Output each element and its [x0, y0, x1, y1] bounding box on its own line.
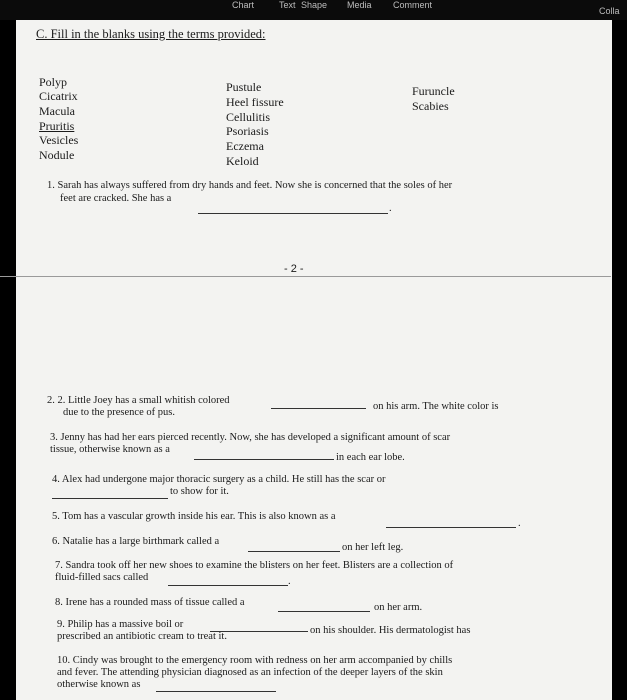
question-6-line-1: 6. Natalie has a large birthmark called a	[52, 536, 220, 547]
term-heel-fissure: Heel fissure	[226, 95, 284, 109]
question-9-line-1: 9. Philip has a massive boil or	[57, 619, 184, 630]
term-nodule: Nodule	[39, 148, 75, 162]
question-4-line-2: to show for it.	[170, 486, 229, 497]
answer-blank-7[interactable]	[168, 585, 288, 586]
app-toolbar	[0, 0, 627, 20]
toolbar-text[interactable]: Text	[279, 0, 296, 10]
term-cellulitis: Cellulitis	[226, 110, 271, 124]
term-scabies: Scabies	[412, 99, 449, 113]
question-9-line-2: prescribed an antibiotic cream to treat it.	[57, 631, 227, 642]
term-polyp: Polyp	[39, 75, 68, 89]
toolbar-collaborate[interactable]: Colla	[599, 6, 620, 16]
toolbar-media[interactable]: Media	[347, 0, 372, 10]
term-keloid: Keloid	[226, 154, 259, 168]
answer-blank-2[interactable]	[271, 408, 366, 409]
toolbar-comment[interactable]: Comment	[393, 0, 433, 10]
question-10-line-1: 10. Cindy was brought to the emergency room with redness on her arm accompanied by chills	[57, 655, 453, 666]
answer-blank-10[interactable]	[156, 691, 276, 692]
question-7-period: .	[288, 576, 291, 587]
question-5-line-1: 5. Tom has a vascular growth inside his ear. This is also known as a	[52, 511, 336, 522]
answer-blank-8[interactable]	[278, 611, 370, 612]
question-7-line-2: fluid-filled sacs called	[55, 572, 149, 583]
question-9-line-1b: on his shoulder. His dermatologist has	[310, 625, 471, 636]
answer-blank-1[interactable]	[198, 213, 388, 214]
answer-blank-6[interactable]	[248, 551, 340, 552]
question-8-line-1b: on her arm.	[374, 602, 423, 613]
question-1-period: .	[389, 203, 392, 214]
question-5-period: .	[518, 518, 521, 529]
question-2-line-1: 2. 2. Little Joey has a small whitish colored	[47, 395, 230, 406]
question-10-line-3: otherwise known as	[57, 679, 141, 690]
answer-blank-3[interactable]	[194, 459, 334, 460]
question-8-line-1: 8. Irene has a rounded mass of tissue called a	[55, 597, 245, 608]
question-6-line-1b: on her left leg.	[342, 542, 404, 553]
question-4-line-1: 4. Alex had undergone major thoracic surgery as a child. He still has the scar or	[52, 474, 386, 485]
page-number: - 2 -	[284, 263, 304, 275]
page-divider	[0, 276, 611, 277]
worksheet-page-lower	[16, 311, 612, 700]
term-cicatrix: Cicatrix	[39, 89, 78, 103]
term-pustule: Pustule	[226, 80, 262, 94]
section-heading: C. Fill in the blanks using the terms provided:	[36, 27, 266, 41]
question-1-line-1: 1. Sarah has always suffered from dry hands and feet. Now she is concerned that the soles of her	[47, 180, 453, 191]
term-eczema: Eczema	[226, 139, 264, 153]
question-3-line-2: tissue, otherwise known as a	[50, 444, 170, 455]
term-pruritis: Pruritis	[39, 119, 75, 133]
answer-blank-5[interactable]	[386, 527, 516, 528]
question-2-line-1b: on his arm. The white color is	[373, 401, 499, 412]
term-macula: Macula	[39, 104, 75, 118]
toolbar-chart[interactable]: Chart	[232, 0, 255, 10]
question-1-line-2: feet are cracked. She has a	[60, 193, 172, 204]
question-3-line-2b: in each ear lobe.	[336, 452, 405, 463]
question-10-line-2: and fever. The attending physician diagnosed as an infection of the deeper layers of the skin	[57, 667, 443, 678]
answer-blank-4[interactable]	[52, 498, 168, 499]
question-2-line-2: due to the presence of pus.	[63, 407, 175, 418]
term-vesicles: Vesicles	[39, 133, 79, 147]
question-7-line-1: 7. Sandra took off her new shoes to examine the blisters on her feet. Blisters are a collection of	[55, 560, 454, 571]
question-3-line-1: 3. Jenny has had her ears pierced recently. Now, she has developed a significant amount of scar	[50, 432, 451, 443]
toolbar-shape[interactable]: Shape	[301, 0, 328, 10]
term-psoriasis: Psoriasis	[226, 124, 269, 138]
term-furuncle: Furuncle	[412, 84, 455, 98]
